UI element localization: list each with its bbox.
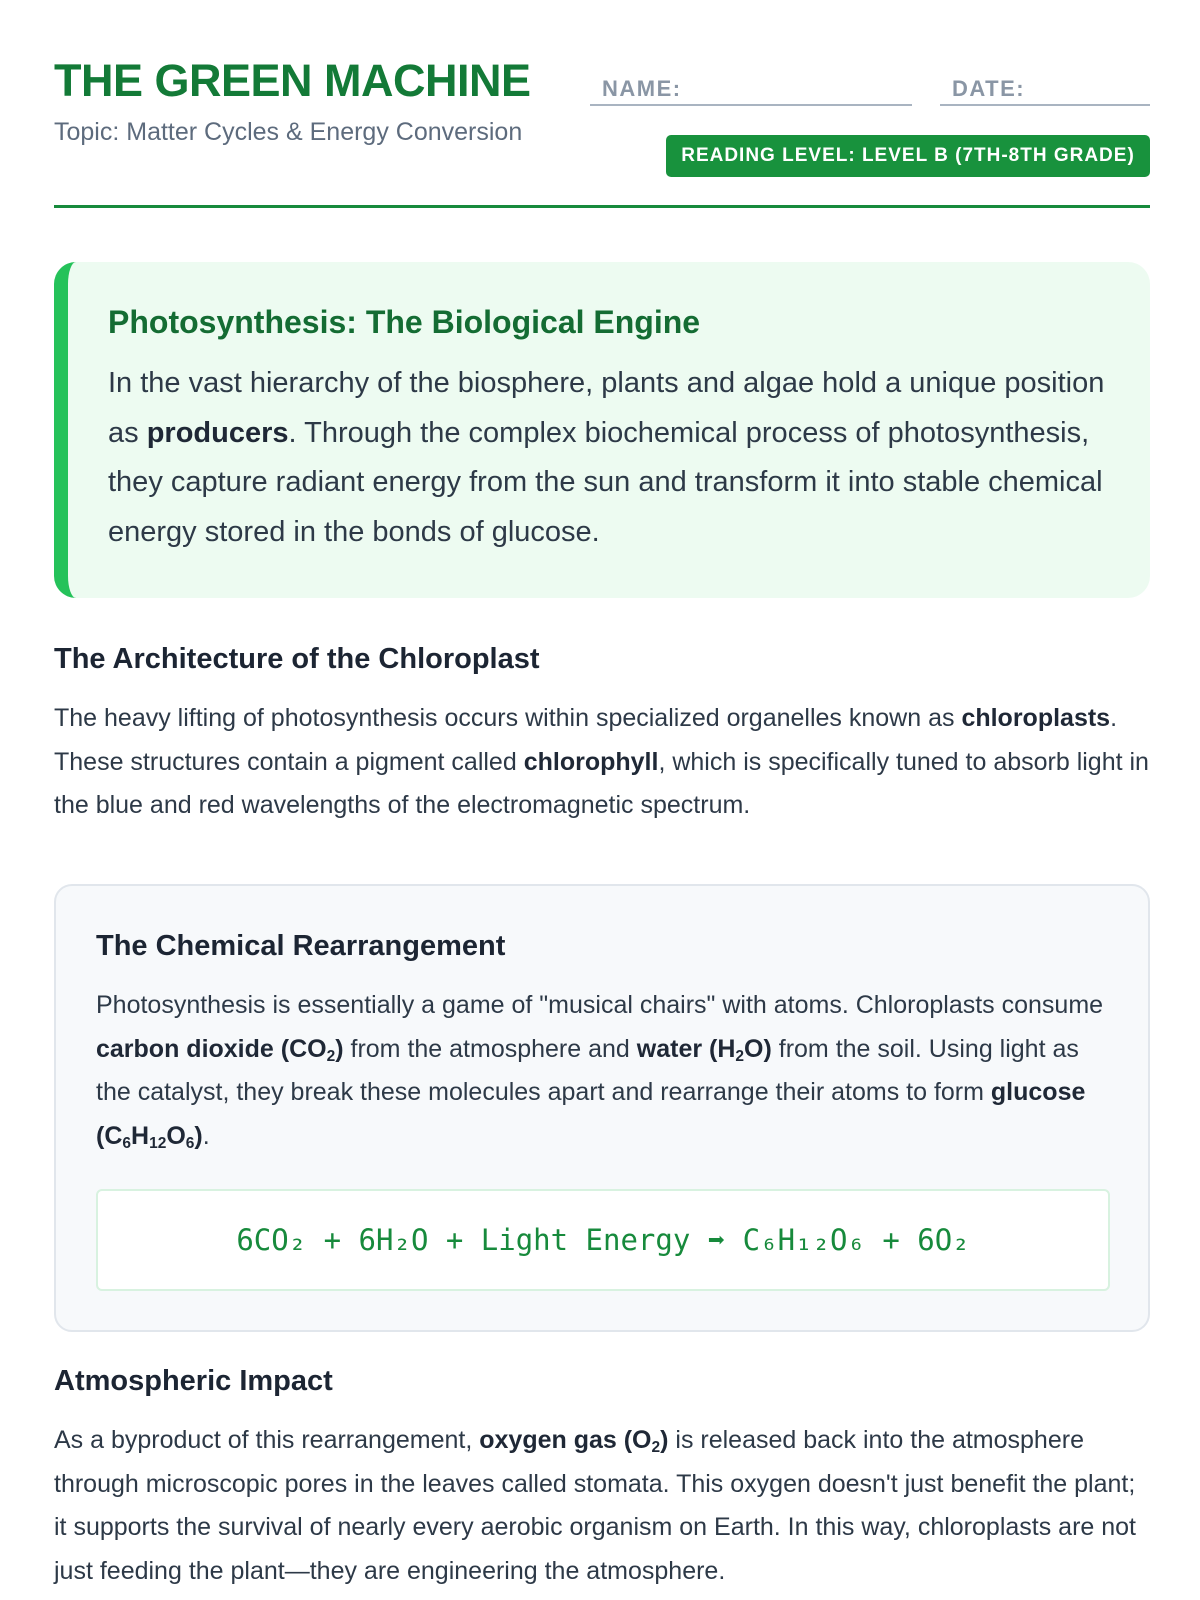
- name-label: NAME:: [602, 76, 682, 101]
- chloroplast-paragraph: The heavy lifting of photosynthesis occurs within specialized organelles known as chloroplasts. These structures contain a pigment called chlorophyll, which is specifically tuned to absorb light in the blue and red wavelengths of the electromagnetic spectrum.: [54, 704, 1149, 819]
- worksheet-header: [54, 0, 1150, 208]
- worksheet-page: [54, 0, 1150, 1585]
- chloroplasts-term: chloroplasts: [961, 704, 1111, 732]
- name-field[interactable]: [590, 74, 912, 106]
- intro-heading: Photosynthesis: The Biological Engine: [108, 304, 701, 340]
- glucose-term: glucose $(C_6H_{12}O_6)$: [96, 1078, 1086, 1152]
- atmosphere-paragraph: As a byproduct of this rearrangement, oxygen gas $(O_2)$ is released back into the atmosphere through microscopic pores in the leaves called stomata. This oxygen doesn't just benefit the plant; it supports the survival of nearly every aerobic organism on Earth. In this way, chloroplasts are not just feeding the plant—they are engineering the atmosphere.: [54, 1426, 1136, 1585]
- chlorophyll-term: chlorophyll: [523, 747, 659, 776]
- water-term: water $(H_2O)$: [636, 1034, 772, 1065]
- reading-level-badge: READING LEVEL: LEVEL B (7TH-8TH GRADE): [666, 135, 1150, 177]
- intro-paragraph: In the vast hierarchy of the biosphere, plants and algae hold a unique position as producers. Through the complex biochemical process of photosynthesis, they capture radiant energy from the sun and transform it into stable chemical energy stored in the bonds of glucose.: [108, 367, 1105, 548]
- chemical-paragraph: Photosynthesis is essentially a game of "musical chairs" with atoms. Chloroplasts consume carbon dioxide $(CO_2)$ from the atmosphere and water $(H_2O)$ from the soil. Using light as the catalyst, they break these molecules apart and rearrange their atoms to form glucose $(C_6H_{12}O_6)$.: [96, 991, 1104, 1152]
- atmosphere-heading: Atmospheric Impact: [54, 1365, 333, 1397]
- worksheet-title: THE GREEN MACHINE: [54, 55, 531, 106]
- chloroplast-heading: The Architecture of the Chloroplast: [54, 643, 540, 675]
- worksheet-topic: Topic: Matter Cycles & Energy Conversion: [54, 118, 523, 146]
- producers-term: producers: [146, 416, 289, 449]
- intro-callout: [54, 262, 1150, 598]
- date-field[interactable]: [940, 74, 1150, 106]
- oxygen-term: oxygen gas $(O_2)$: [479, 1426, 669, 1456]
- chemical-heading: The Chemical Rearrangement: [96, 930, 506, 962]
- carbon-dioxide-term: carbon dioxide $(CO_2)$: [96, 1034, 344, 1065]
- chemical-rearrangement-box: [54, 884, 1150, 1332]
- photosynthesis-equation: 6CO₂ + 6H₂O + Light Energy ➡ C₆H₁₂O₆ + 6O₂: [96, 1189, 1110, 1291]
- date-label: DATE:: [952, 76, 1026, 101]
